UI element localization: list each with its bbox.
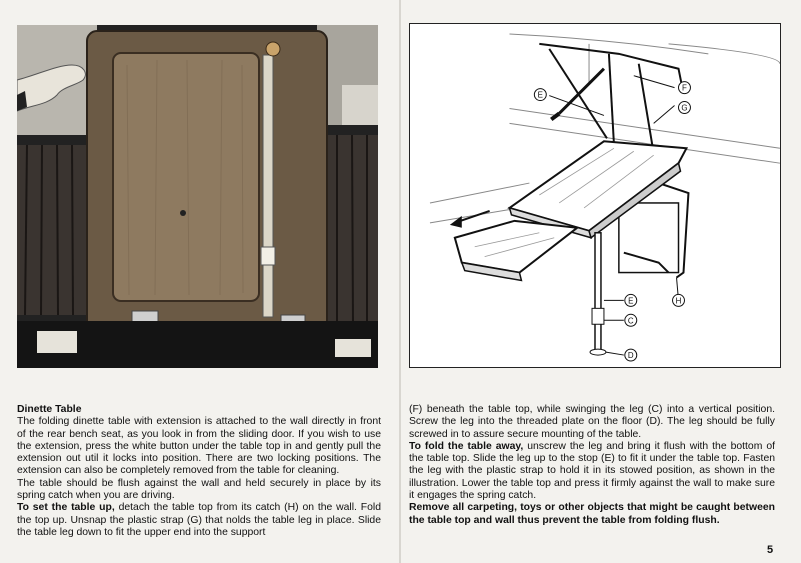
- left-text-column: [17, 404, 381, 539]
- table-illustration: [409, 23, 781, 368]
- label-c: C: [627, 316, 634, 326]
- paragraph: [17, 502, 381, 539]
- page-spine: [399, 0, 401, 563]
- section-heading: Dinette Table: [17, 404, 82, 415]
- paragraph: The folding dinette table with extension is attached to the wall directly in front of the rear bench seat, as you look in from the sliding door. If you wish to use the extension, press the white button under the table top in and gently pull the extension out util it locks into position. There are two locking positions. The extension can also be completely removed from the table for cleaning.: [17, 416, 381, 477]
- paragraph-text: detach the table top from its catch (H) on the wall. Fold the top up. Unsnap the plastic strap (G) that nolds the table leg in place. Slide the table leg down to fit the upper end into the support: [17, 502, 382, 538]
- label-g: G: [681, 103, 688, 113]
- label-h: H: [675, 296, 682, 306]
- page-number: 5: [767, 544, 774, 556]
- label-e-bottom: E: [628, 296, 634, 306]
- bold-lead: To fold the table away,: [409, 440, 524, 452]
- paragraph: The table should be flush against the wall and held securely in place by its spring catch when you are driving.: [17, 477, 381, 502]
- paragraph: [409, 441, 775, 502]
- paragraph: (F) beneath the table top, while swinging the leg (C) into a vertical position. Screw the leg into the threaded plate on the floor (D). The leg should be fully screwed in to assure secure mounting of the table.: [409, 404, 775, 440]
- label-d: D: [627, 351, 634, 361]
- label-e-top: E: [537, 90, 543, 100]
- warning-paragraph: Remove all carpeting, toys or other objects that might be caught between the table top and wall thus prevent the table from folding flush.: [409, 502, 775, 526]
- right-text-column: [409, 404, 775, 527]
- table-photo: [17, 25, 378, 368]
- paragraph-text: unscrew the leg and bring it flush with the bottom of the table top. Slide the leg up to the stop (E) to fit it under the table top. Fasten the leg with the plastic strap to hold it in its stowed position, as shown in the illustration. Lower the table top and press it firmly against the wall to make sure it engages the spring catch.: [409, 440, 775, 502]
- label-f: F: [682, 83, 687, 93]
- bold-lead: To set the table up,: [17, 502, 115, 514]
